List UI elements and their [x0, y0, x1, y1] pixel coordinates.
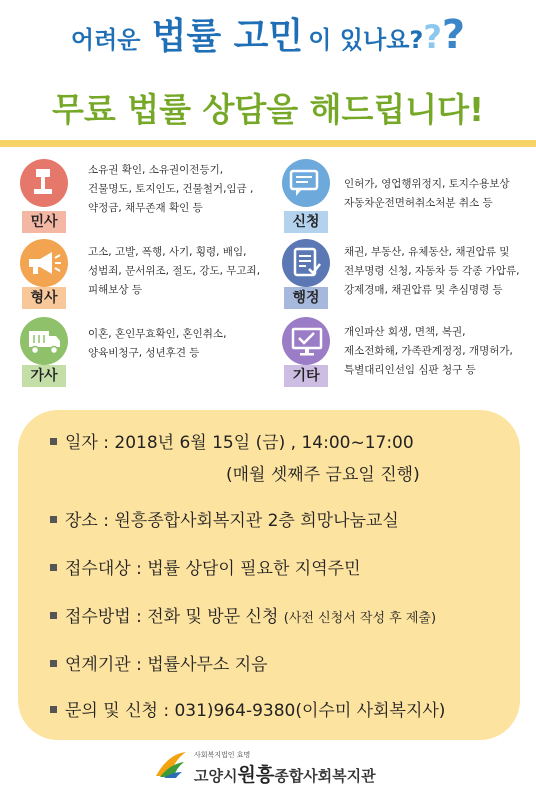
petition-line: 자동차운전면허취소처분 취소 등 — [344, 197, 493, 209]
info-partner — [50, 650, 268, 675]
headline-main: 무료 법률 상담을 해드립니다! — [51, 90, 485, 129]
other-line: 개인파산 회생, 면책, 복권, — [344, 326, 466, 338]
info-partner-text: 연계기관 : 법률사무소 지음 — [65, 655, 268, 675]
bullet-icon — [50, 564, 57, 571]
other-line: 특별대리인선임 심판 청구 등 — [344, 364, 476, 376]
criminal-label: 형사 — [22, 287, 66, 309]
family-description — [88, 325, 268, 363]
org-logo-icon — [154, 750, 188, 784]
category-administrative — [270, 235, 536, 315]
headline-part1: 어려운 — [70, 26, 141, 54]
criminal-line: 성범죄, 문서위조, 절도, 강도, 무고죄, — [88, 265, 261, 277]
administrative-line: 채권, 부동산, 유체동산, 채권압류 및 — [344, 246, 510, 258]
org-name-part1: 고양시 — [194, 767, 238, 785]
criminal-description — [88, 243, 268, 300]
info-date — [50, 428, 414, 453]
petition-label: 신청 — [284, 211, 328, 233]
petition-description — [344, 175, 534, 213]
info-place — [50, 506, 399, 531]
org-name-part2: 원흥 — [237, 764, 275, 786]
other-line: 제소전화해, 가족관계정정, 개명허가, — [344, 345, 513, 357]
info-method-text: 접수방법 : 전화 및 방문 신청 — [65, 607, 284, 627]
info-target — [50, 554, 361, 579]
civil-line: 약정금, 채무존재 확인 등 — [88, 202, 203, 214]
bullet-icon — [50, 612, 57, 619]
criminal-line: 고소, 고발, 폭행, 사기, 횡령, 배임, — [88, 246, 247, 258]
info-date-note-text: (매월 셋째주 금요일 진행) — [226, 465, 420, 485]
family-line: 이혼, 혼인무효확인, 혼인취소, — [88, 328, 227, 340]
megaphone-icon — [26, 249, 62, 277]
administrative-description — [344, 243, 534, 300]
bullet-icon — [50, 516, 57, 523]
info-method — [50, 602, 436, 627]
monitor-icon — [290, 327, 324, 357]
info-date-text: 일자 : 2018년 6월 15일 (금) , 14:00~17:00 — [65, 433, 414, 453]
bullet-icon — [50, 438, 57, 445]
civil-description — [88, 161, 268, 218]
category-other — [270, 315, 536, 395]
truck-icon — [26, 327, 62, 357]
administrative-line: 강제경매, 채권압류 및 추심명령 등 — [344, 284, 503, 296]
divider — [0, 140, 536, 147]
category-criminal — [0, 235, 270, 315]
headline-q1: ? — [423, 18, 442, 56]
info-method-note: (사전 신청서 작성 후 제출) — [283, 611, 437, 626]
headline-question — [0, 8, 536, 59]
headline-q2: ? — [441, 12, 466, 58]
other-description — [344, 323, 534, 380]
org-name — [194, 760, 376, 787]
chat-icon — [288, 169, 324, 199]
checklist-icon — [292, 247, 322, 279]
bullet-icon — [50, 660, 57, 667]
family-line: 양육비청구, 성년후견 등 — [88, 347, 200, 359]
bullet-icon — [50, 706, 57, 713]
administrative-line: 전부명령 신청, 자동차 등 각종 가압류, — [344, 265, 520, 277]
category-petition — [270, 155, 536, 235]
info-contact-text: 문의 및 신청 : 031)964-9380(이수미 사회복지사) — [65, 701, 446, 721]
civil-line: 소유권 확인, 소유권이전등기, — [88, 164, 224, 176]
petition-line: 인허가, 영업행위정지, 토지수용보상 — [344, 178, 510, 190]
other-label: 기타 — [284, 365, 328, 387]
civil-label: 민사 — [22, 211, 66, 233]
headline-part3: 이 있나요? — [308, 26, 424, 54]
org-subtitle: 사회복지법인 효명 — [194, 751, 251, 759]
category-family — [0, 315, 270, 395]
info-date-note — [226, 460, 420, 485]
info-place-text: 장소 : 원흥종합사회복지관 2층 희망나눔교실 — [65, 511, 399, 531]
info-panel — [18, 410, 520, 740]
info-contact — [50, 696, 445, 721]
administrative-label: 행정 — [284, 287, 328, 309]
headline-part2: 법률 고민 — [151, 16, 304, 57]
civil-line: 건물명도, 토지인도, 건물철거,임금 , — [88, 183, 254, 195]
gavel-icon — [28, 167, 60, 197]
info-target-text: 접수대상 : 법률 상담이 필요한 지역주민 — [65, 559, 361, 579]
criminal-line: 피해보상 등 — [88, 284, 143, 296]
category-civil — [0, 155, 270, 235]
footer-logo — [154, 748, 394, 786]
org-name-part3: 종합사회복지관 — [274, 767, 376, 785]
family-label: 가사 — [22, 365, 66, 387]
